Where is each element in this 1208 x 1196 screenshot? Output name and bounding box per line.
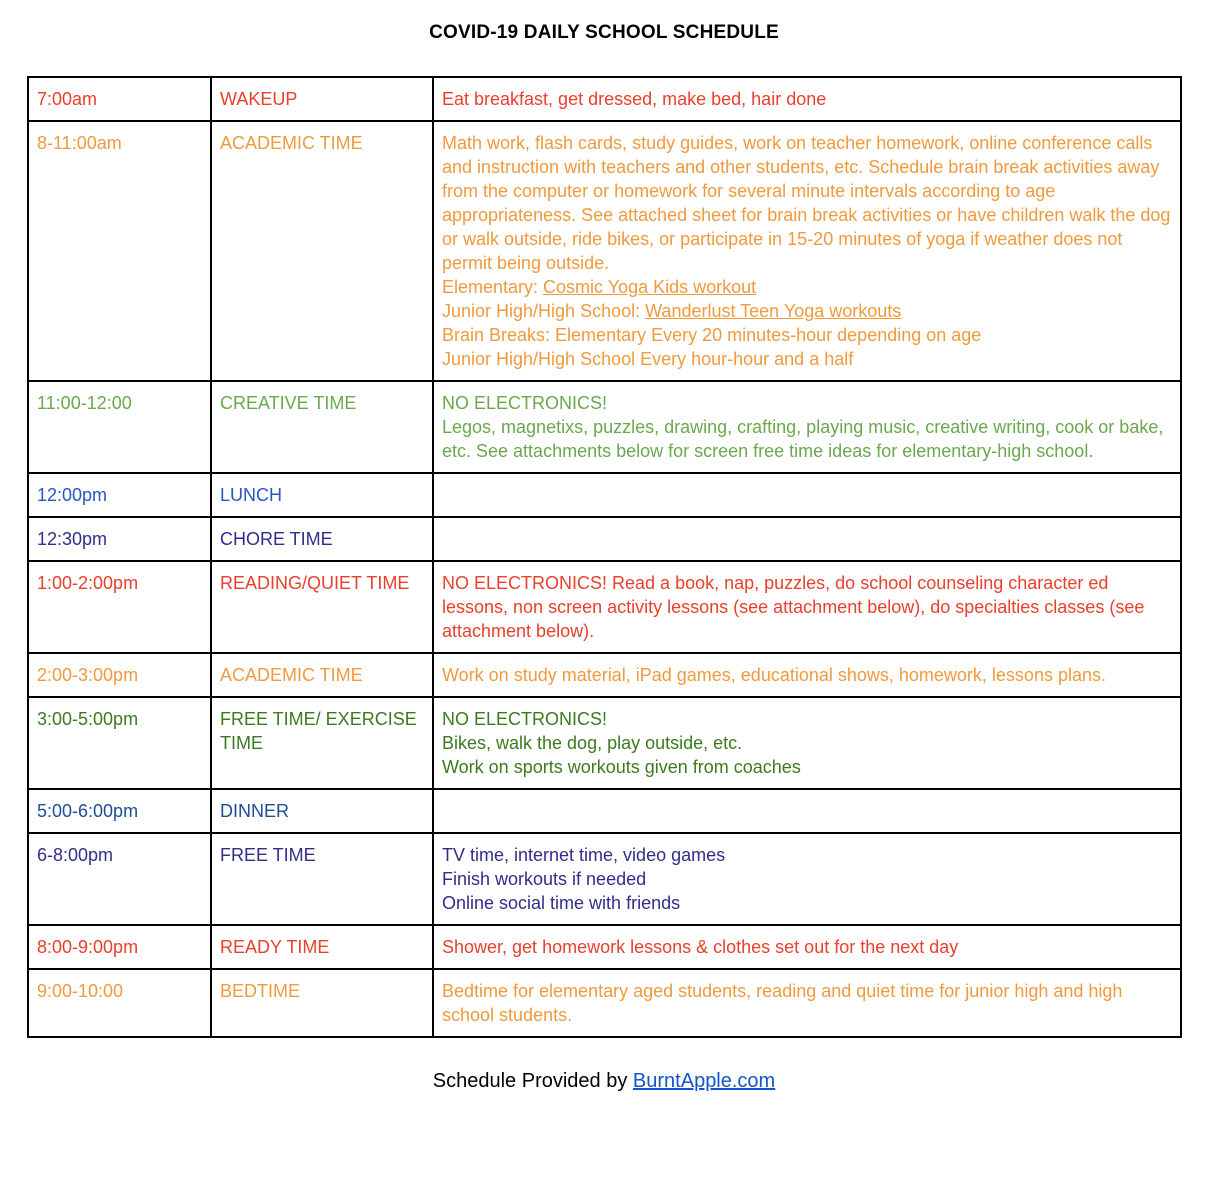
- activity-cell: FREE TIME: [211, 833, 433, 925]
- details-line: Bedtime for elementary aged students, reading and quiet time for junior high and high school students.: [442, 981, 1123, 1025]
- schedule-table: [27, 76, 1182, 1038]
- details-line: Legos, magnetixs, puzzles, drawing, crafting, playing music, creative writing, cook or bake, etc. See attachments below for screen free time ideas for elementary-high school.: [442, 417, 1164, 461]
- row-bedtime: [28, 969, 1181, 1037]
- row-chore: [28, 517, 1181, 561]
- footer-text: Schedule Provided by: [432, 1070, 633, 1092]
- row-wakeup: [28, 77, 1181, 121]
- activity-cell: WAKEUP: [211, 77, 433, 121]
- junior-breaks-line: Junior High/High School Every hour-hour and a half: [442, 349, 854, 369]
- details-cell: [433, 969, 1181, 1037]
- details-cell: [433, 561, 1181, 653]
- time-cell: 5:00-6:00pm: [28, 789, 211, 833]
- time-cell: 9:00-10:00: [28, 969, 211, 1037]
- details-line: Bikes, walk the dog, play outside, etc.: [442, 733, 743, 753]
- junior-yoga-line: [442, 299, 1172, 323]
- activity-cell: ACADEMIC TIME: [211, 121, 433, 381]
- elementary-label: Elementary:: [442, 277, 544, 297]
- junior-label: Junior High/High School:: [442, 301, 646, 321]
- details-line: NO ELECTRONICS! Read a book, nap, puzzles, do school counseling character ed lessons, non screen activity lessons (see attachment below), do specialties classes (see attachment below).: [442, 573, 1145, 641]
- activity-cell: FREE TIME/ EXERCISE TIME: [211, 697, 433, 789]
- row-free-exercise: [28, 697, 1181, 789]
- time-cell: 6-8:00pm: [28, 833, 211, 925]
- details-cell: [433, 381, 1181, 473]
- row-lunch: [28, 473, 1181, 517]
- row-free-evening: [28, 833, 1181, 925]
- details-cell: [433, 697, 1181, 789]
- time-cell: 3:00-5:00pm: [28, 697, 211, 789]
- activity-cell: CHORE TIME: [211, 517, 433, 561]
- details-line: Finish workouts if needed: [442, 869, 647, 889]
- footer: [0, 1070, 1208, 1093]
- details-line: NO ELECTRONICS!: [442, 393, 608, 413]
- time-cell: 2:00-3:00pm: [28, 653, 211, 697]
- elementary-yoga-line: [442, 275, 1172, 299]
- details-line: Work on sports workouts given from coaches: [442, 757, 801, 777]
- details-line: Online social time with friends: [442, 893, 681, 913]
- details-line: TV time, internet time, video games: [442, 845, 726, 865]
- row-ready: [28, 925, 1181, 969]
- time-cell: 12:00pm: [28, 473, 211, 517]
- details-line: Eat breakfast, get dressed, make bed, hair done: [442, 89, 827, 109]
- row-dinner: [28, 789, 1181, 833]
- activity-cell: READING/QUIET TIME: [211, 561, 433, 653]
- time-cell: 1:00-2:00pm: [28, 561, 211, 653]
- time-cell: 11:00-12:00: [28, 381, 211, 473]
- details-cell: [433, 121, 1181, 381]
- details-cell-empty: [433, 473, 1181, 517]
- activity-cell: ACADEMIC TIME: [211, 653, 433, 697]
- row-academic-afternoon: [28, 653, 1181, 697]
- activity-cell: CREATIVE TIME: [211, 381, 433, 473]
- details-cell: [433, 653, 1181, 697]
- activity-cell: DINNER: [211, 789, 433, 833]
- time-cell: 8-11:00am: [28, 121, 211, 381]
- row-creative: [28, 381, 1181, 473]
- activity-cell: LUNCH: [211, 473, 433, 517]
- activity-cell: BEDTIME: [211, 969, 433, 1037]
- details-line: Work on study material, iPad games, educational shows, homework, lessons plans.: [442, 665, 1106, 685]
- row-academic-morning: [28, 121, 1181, 381]
- wanderlust-teen-yoga-link[interactable]: Wanderlust Teen Yoga workouts: [645, 301, 902, 321]
- page-title: COVID-19 DAILY SCHOOL SCHEDULE: [429, 22, 779, 43]
- row-reading-quiet: [28, 561, 1181, 653]
- details-cell-empty: [433, 789, 1181, 833]
- time-cell: 8:00-9:00pm: [28, 925, 211, 969]
- details-cell: [433, 925, 1181, 969]
- cosmic-yoga-kids-link[interactable]: Cosmic Yoga Kids workout: [543, 277, 757, 297]
- details-line: NO ELECTRONICS!: [442, 709, 608, 729]
- time-cell: 12:30pm: [28, 517, 211, 561]
- details-cell: [433, 77, 1181, 121]
- details-cell-empty: [433, 517, 1181, 561]
- details-line: Shower, get homework lessons & clothes set out for the next day: [442, 937, 959, 957]
- details-paragraph: Math work, flash cards, study guides, work on teacher homework, online conference calls and instruction with teachers and other students, etc. Schedule brain break activities away from the computer or homework for several minute intervals according to age appropriateness. See attached sheet for brain break activities or have children walk the dog or walk outside, ride bikes, or participate in 15-20 minutes of yoga if weather does not permit being outside.: [442, 133, 1171, 273]
- brain-breaks-line: Brain Breaks: Elementary Every 20 minutes-hour depending on age: [442, 325, 982, 345]
- time-cell: 7:00am: [28, 77, 211, 121]
- burntapple-link[interactable]: BurntApple.com: [632, 1070, 776, 1092]
- activity-cell: READY TIME: [211, 925, 433, 969]
- details-cell: [433, 833, 1181, 925]
